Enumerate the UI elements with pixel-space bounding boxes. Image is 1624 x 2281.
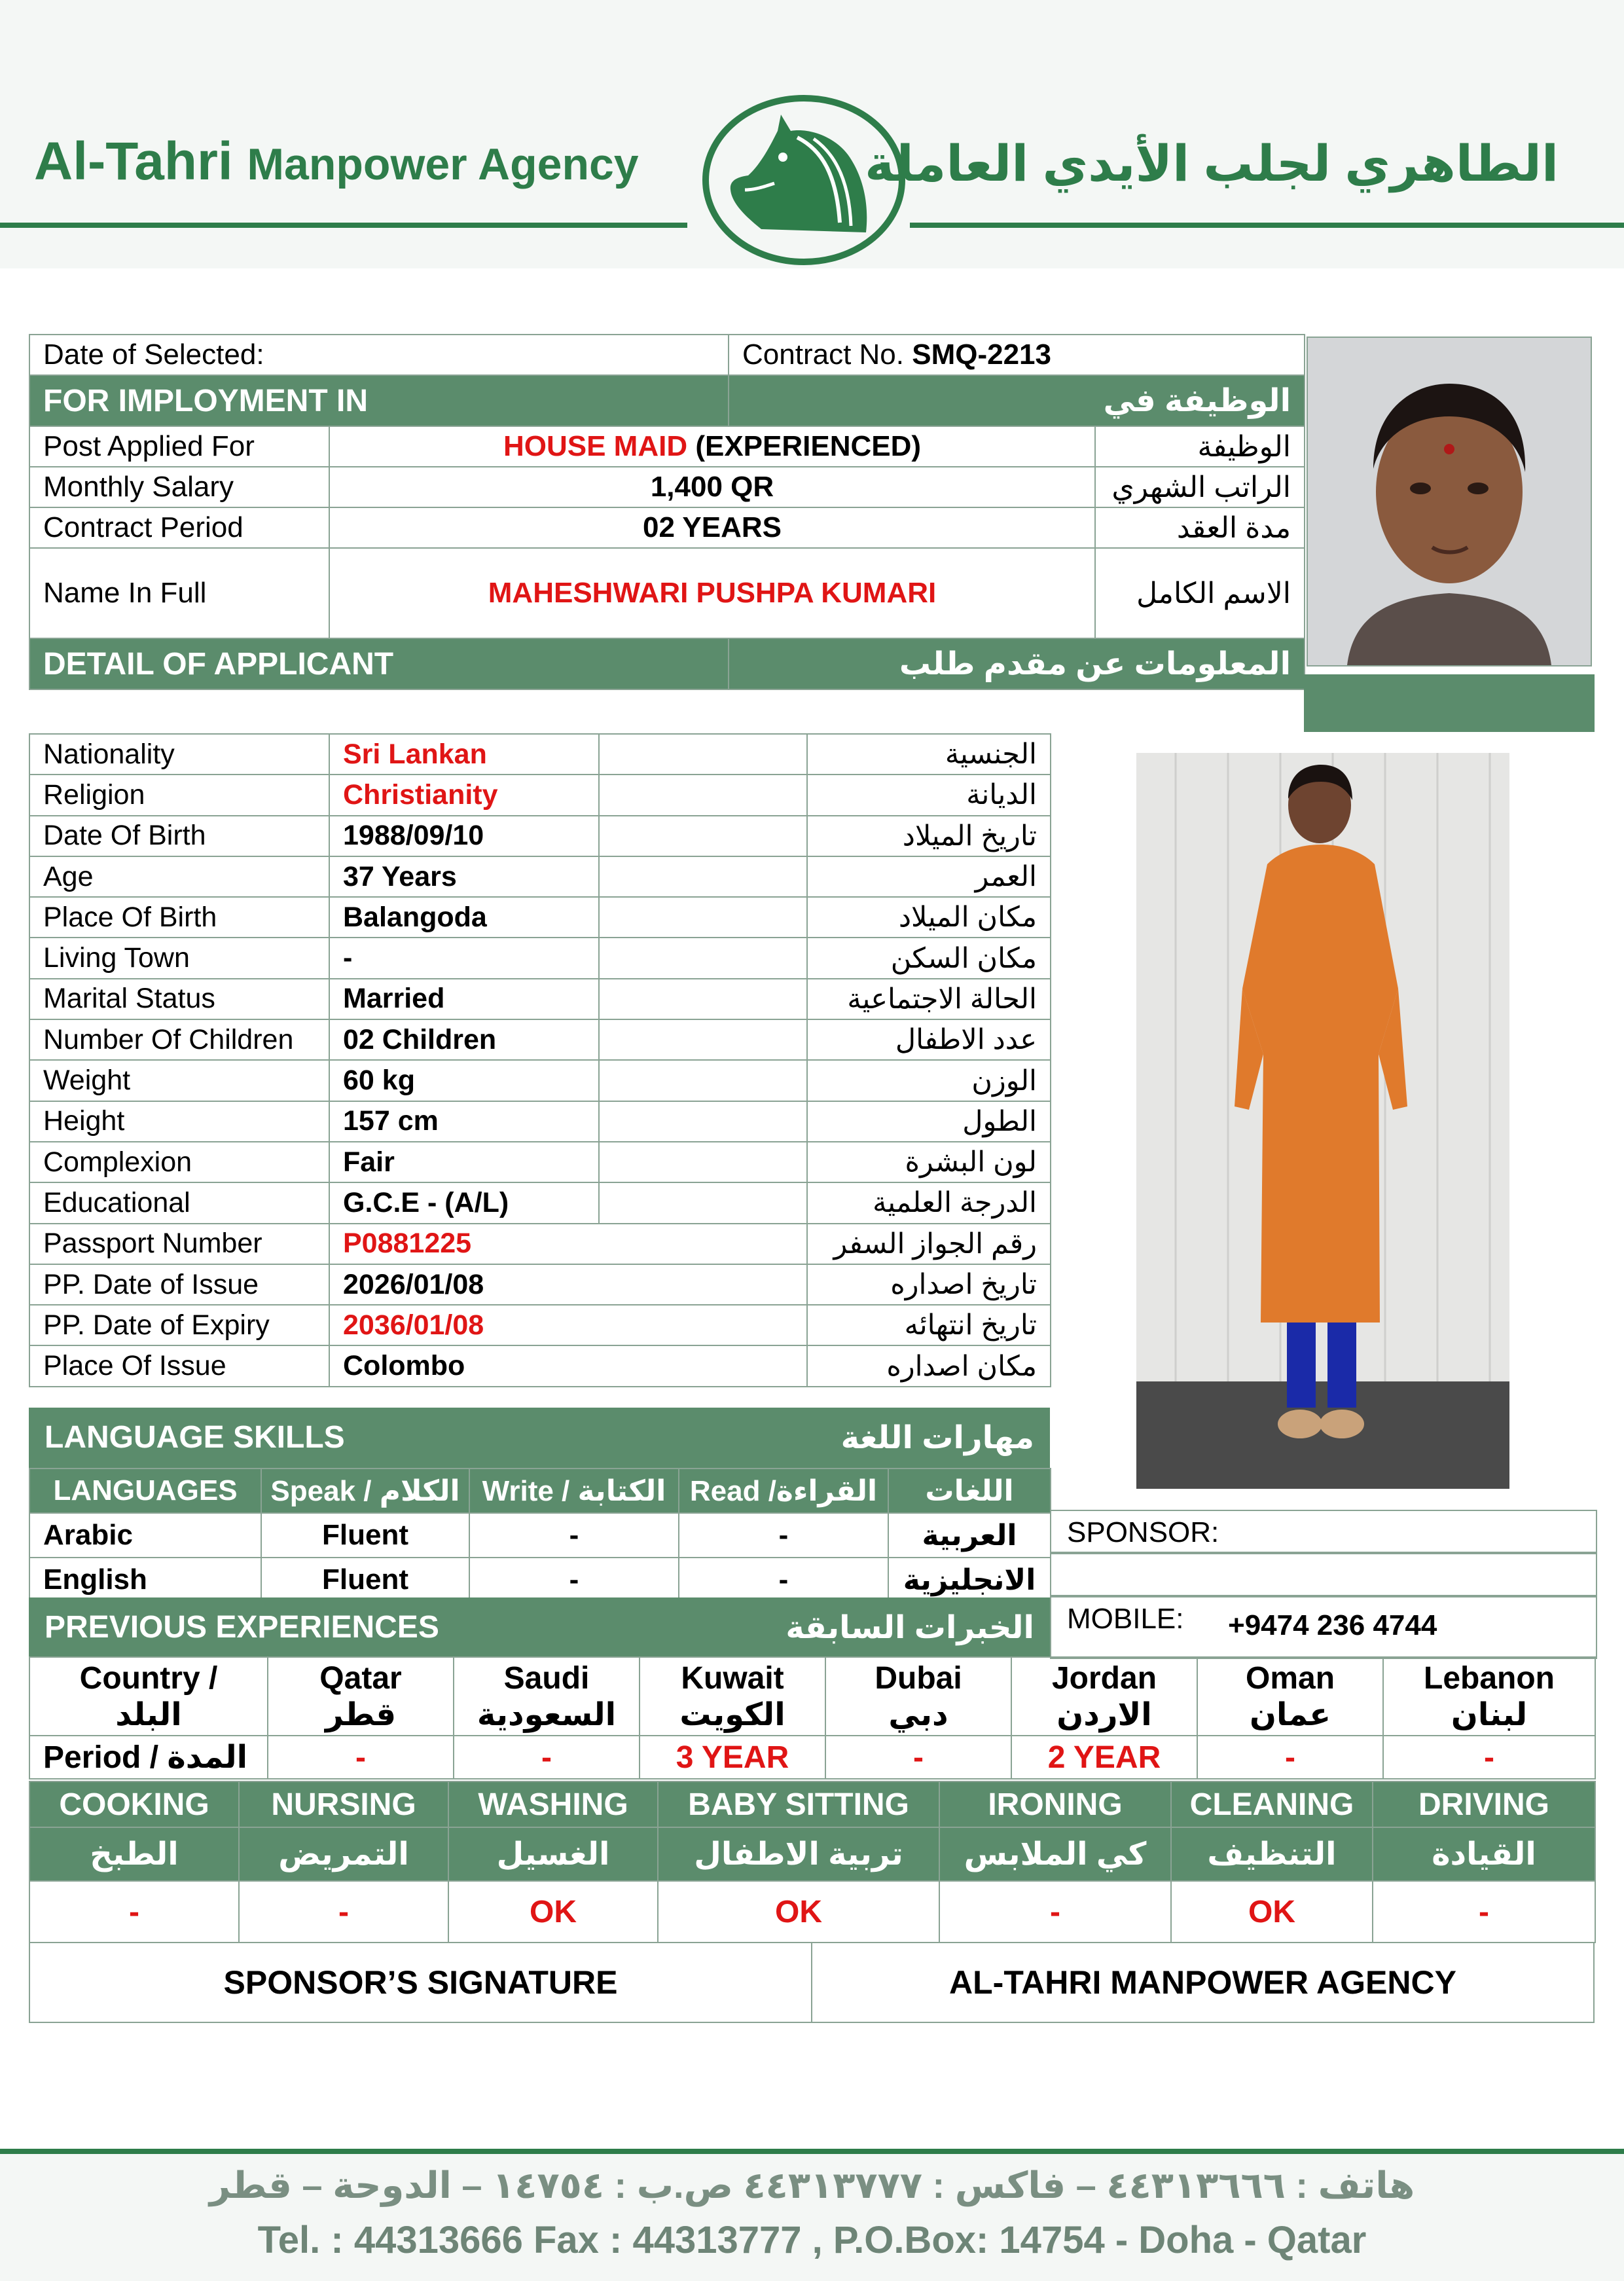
header-rule-right bbox=[910, 223, 1624, 228]
detail-row bbox=[29, 897, 1051, 938]
detail-label-ar: تاريخ الميلاد bbox=[807, 816, 1051, 856]
detail-label: Religion bbox=[29, 775, 329, 815]
lang-english-read: - bbox=[679, 1558, 888, 1602]
detail-value: 37 Years bbox=[329, 856, 599, 897]
detail-label-ar: تاريخ انتهائه bbox=[807, 1305, 1051, 1345]
detail-row bbox=[29, 1019, 1051, 1060]
detail-label-ar: الديانة bbox=[807, 775, 1051, 815]
skill-nursing-label-ar: التمريض bbox=[239, 1827, 448, 1881]
experience-header bbox=[29, 1597, 1050, 1656]
detail-label: Weight bbox=[29, 1060, 329, 1101]
detail-value: 02 Children bbox=[329, 1019, 599, 1060]
detail-label-ar: تاريخ اصداره bbox=[807, 1264, 1051, 1305]
lang-arabic: Arabic bbox=[29, 1513, 261, 1558]
footer-rule bbox=[0, 2149, 1624, 2154]
period-oman: - bbox=[1197, 1736, 1383, 1779]
detail-row bbox=[29, 816, 1051, 856]
detail-label-ar: العمر bbox=[807, 856, 1051, 897]
name-label-ar: الاسم الكامل bbox=[1095, 548, 1305, 638]
detail-value: Colombo bbox=[329, 1345, 807, 1386]
detail-blank bbox=[599, 856, 807, 897]
period-label: Contract Period bbox=[29, 507, 329, 548]
lang-col-languages: LANGUAGES bbox=[29, 1469, 261, 1513]
date-selected-cell: Date of Selected: bbox=[29, 335, 729, 375]
period-dubai: - bbox=[825, 1736, 1011, 1779]
detail-blank bbox=[599, 1060, 807, 1101]
skill-driving-label: DRIVING bbox=[1373, 1781, 1595, 1827]
detail-label-ar: لون البشرة bbox=[807, 1142, 1051, 1182]
skill-cooking-label: COOKING bbox=[29, 1781, 239, 1827]
lang-english: English bbox=[29, 1558, 261, 1602]
detail-label: Educational bbox=[29, 1182, 329, 1223]
detail-value: G.C.E - (A/L) bbox=[329, 1182, 599, 1223]
mobile-box bbox=[1050, 1595, 1597, 1659]
skill-ironing-label-ar: كي الملابس bbox=[939, 1827, 1171, 1881]
employment-header-en: FOR IMPLOYMENT IN bbox=[29, 375, 729, 426]
detail-blank bbox=[599, 775, 807, 815]
detail-blank bbox=[599, 897, 807, 938]
skill-baby-sitting-label-ar: تربية الاطفال bbox=[658, 1827, 939, 1881]
skill-cooking-label-ar: الطبخ bbox=[29, 1827, 239, 1881]
detail-label-ar: مكان الميلاد bbox=[807, 897, 1051, 938]
detail-label: Living Town bbox=[29, 938, 329, 978]
lang-col-speak: Speak / الكلام bbox=[261, 1469, 469, 1513]
detail-row bbox=[29, 1101, 1051, 1142]
detail-label: Place Of Issue bbox=[29, 1345, 329, 1386]
detail-blank bbox=[599, 816, 807, 856]
detail-value: 1988/09/10 bbox=[329, 816, 599, 856]
skill-ironing-label: IRONING bbox=[939, 1781, 1171, 1827]
mobile-label: MOBILE: bbox=[1067, 1603, 1184, 1635]
detail-row bbox=[29, 979, 1051, 1019]
detail-row bbox=[29, 1305, 1051, 1345]
contract-no-cell: Contract No. SMQ-2213 bbox=[729, 335, 1305, 375]
language-header-ar: مهارات اللغة bbox=[840, 1421, 1034, 1455]
sponsor-label: SPONSOR: bbox=[1067, 1516, 1219, 1548]
brand-name-en: Al-Tahri Manpower Agency bbox=[34, 132, 639, 191]
skill-driving-label-ar: القيادة bbox=[1373, 1827, 1595, 1881]
detail-label-ar: الحالة الاجتماعية bbox=[807, 979, 1051, 1019]
period-kuwait: 3 YEAR bbox=[640, 1736, 825, 1779]
language-header bbox=[29, 1408, 1050, 1468]
period-saudi: - bbox=[454, 1736, 640, 1779]
detail-value: Fair bbox=[329, 1142, 599, 1182]
contract-no-value: SMQ-2213 bbox=[912, 338, 1051, 371]
language-table bbox=[29, 1468, 1051, 1603]
country-kuwait: Kuwait الكويت bbox=[640, 1657, 825, 1736]
lang-col-write: Write / الكتابة bbox=[469, 1469, 679, 1513]
horse-head-icon bbox=[699, 92, 909, 268]
skill-washing-value: OK bbox=[448, 1881, 658, 1943]
footer-contact-en: Tel. : 44313666 Fax : 44313777 , P.O.Box: 14754 - Doha - Qatar bbox=[257, 2219, 1367, 2261]
detail-label: Date Of Birth bbox=[29, 816, 329, 856]
salary-label-ar: الراتب الشهري bbox=[1095, 467, 1305, 507]
lang-arabic-write: - bbox=[469, 1513, 679, 1558]
country-lebanon: Lebanon لبنان bbox=[1383, 1657, 1595, 1736]
skill-driving-value: - bbox=[1373, 1881, 1595, 1943]
sponsor-signature: SPONSOR’S SIGNATURE bbox=[29, 1943, 812, 2022]
mobile-value: +9474 236 4744 bbox=[1228, 1609, 1437, 1641]
detail-label-ar: الطول bbox=[807, 1101, 1051, 1142]
detail-row bbox=[29, 734, 1051, 775]
period-lebanon: - bbox=[1383, 1736, 1595, 1779]
country-qatar: Qatar قطر bbox=[268, 1657, 454, 1736]
detail-label: PP. Date of Issue bbox=[29, 1264, 329, 1305]
agency-signature: AL-TAHRI MANPOWER AGENCY bbox=[812, 1943, 1594, 2022]
detail-blank bbox=[599, 1019, 807, 1060]
skill-baby-sitting-value: OK bbox=[658, 1881, 939, 1943]
lang-col-read: Read /القراءة bbox=[679, 1469, 888, 1513]
employment-header-ar: الوظيفة في bbox=[729, 375, 1305, 426]
post-label-ar: الوظيفة bbox=[1095, 426, 1305, 467]
detail-blank bbox=[599, 1182, 807, 1223]
experience-header-en: PREVIOUS EXPERIENCES bbox=[45, 1610, 439, 1645]
detail-label: Marital Status bbox=[29, 979, 329, 1019]
detail-value: 2026/01/08 bbox=[329, 1264, 807, 1305]
brand-name-ar: الطاهري لجلب الأيدي العاملة bbox=[865, 136, 1559, 192]
name-value: MAHESHWARI PUSHPA KUMARI bbox=[329, 548, 1095, 638]
detail-value: P0881225 bbox=[329, 1224, 807, 1264]
detail-blank bbox=[599, 979, 807, 1019]
detail-blank bbox=[599, 1142, 807, 1182]
period-label-ar: مدة العقد bbox=[1095, 507, 1305, 548]
detail-label-ar: الوزن bbox=[807, 1060, 1051, 1101]
experience-table bbox=[29, 1656, 1596, 1779]
period-value: 02 YEARS bbox=[329, 507, 1095, 548]
footer-contact-ar: هاتف : ٤٤٣١٣٦٦٦ – فاكس : ٤٤٣١٣٧٧٧ ص.ب : ١٤٧٥٤ – الدوحة – قطر bbox=[209, 2164, 1415, 2206]
lang-english-ar: الانجليزية bbox=[888, 1558, 1051, 1602]
country-saudi: Saudi السعودية bbox=[454, 1657, 640, 1736]
skill-cleaning-label: CLEANING bbox=[1171, 1781, 1373, 1827]
country-label-cell: Country / البلد bbox=[29, 1657, 268, 1736]
full-body-photo bbox=[1136, 753, 1509, 1489]
detail-blank bbox=[599, 1101, 807, 1142]
skills-table bbox=[29, 1781, 1596, 1943]
detail-row bbox=[29, 1142, 1051, 1182]
lang-arabic-speak: Fluent bbox=[261, 1513, 469, 1558]
detail-label-ar: رقم الجواز السفر bbox=[807, 1224, 1051, 1264]
lang-arabic-ar: العربية bbox=[888, 1513, 1051, 1558]
detail-row bbox=[29, 1182, 1051, 1223]
sponsor-blank-box bbox=[1050, 1552, 1597, 1597]
detail-value: Christianity bbox=[329, 775, 599, 815]
detail-label-ar: عدد الاطفال bbox=[807, 1019, 1051, 1060]
period-jordan: 2 YEAR bbox=[1011, 1736, 1197, 1779]
lang-arabic-read: - bbox=[679, 1513, 888, 1558]
skill-cleaning-label-ar: التنظيف bbox=[1171, 1827, 1373, 1881]
detail-label: PP. Date of Expiry bbox=[29, 1305, 329, 1345]
detail-blank bbox=[599, 734, 807, 775]
detail-row bbox=[29, 1224, 1051, 1264]
detail-label: Passport Number bbox=[29, 1224, 329, 1264]
detail-value: 60 kg bbox=[329, 1060, 599, 1101]
post-value: HOUSE MAID (EXPERIENCED) bbox=[329, 426, 1095, 467]
detail-label: Place Of Birth bbox=[29, 897, 329, 938]
language-header-en: LANGUAGE SKILLS bbox=[45, 1420, 345, 1455]
applicant-header-extension bbox=[1304, 674, 1595, 732]
applicant-header-en: DETAIL OF APPLICANT bbox=[29, 638, 729, 689]
period-qatar: - bbox=[268, 1736, 454, 1779]
skill-baby-sitting-label: BABY SITTING bbox=[658, 1781, 939, 1827]
detail-value: 157 cm bbox=[329, 1101, 599, 1142]
sponsor-box bbox=[1050, 1510, 1597, 1554]
skill-nursing-value: - bbox=[239, 1881, 448, 1943]
lang-english-speak: Fluent bbox=[261, 1558, 469, 1602]
detail-label: Nationality bbox=[29, 734, 329, 775]
skill-cooking-value: - bbox=[29, 1881, 239, 1943]
country-jordan: Jordan الاردن bbox=[1011, 1657, 1197, 1736]
detail-blank bbox=[599, 938, 807, 978]
detail-row bbox=[29, 938, 1051, 978]
detail-label-ar: مكان اصداره bbox=[807, 1345, 1051, 1386]
detail-row bbox=[29, 775, 1051, 815]
post-label: Post Applied For bbox=[29, 426, 329, 467]
detail-label: Number Of Children bbox=[29, 1019, 329, 1060]
detail-label: Age bbox=[29, 856, 329, 897]
detail-label: Complexion bbox=[29, 1142, 329, 1182]
salary-value: 1,400 QR bbox=[329, 467, 1095, 507]
skill-nursing-label: NURSING bbox=[239, 1781, 448, 1827]
country-oman: Oman عمان bbox=[1197, 1657, 1383, 1736]
detail-label-ar: الجنسية bbox=[807, 734, 1051, 775]
signature-table bbox=[29, 1942, 1595, 2023]
detail-row bbox=[29, 1264, 1051, 1305]
skill-cleaning-value: OK bbox=[1171, 1881, 1373, 1943]
country-dubai: Dubai دبي bbox=[825, 1657, 1011, 1736]
detail-value: - bbox=[329, 938, 599, 978]
skill-washing-label-ar: الغسيل bbox=[448, 1827, 658, 1881]
detail-row bbox=[29, 1345, 1051, 1386]
detail-label-ar: الدرجة العلمية bbox=[807, 1182, 1051, 1223]
name-label: Name In Full bbox=[29, 548, 329, 638]
detail-value: Married bbox=[329, 979, 599, 1019]
passport-photo bbox=[1307, 337, 1592, 666]
detail-label-ar: مكان السكن bbox=[807, 938, 1051, 978]
lang-col-ar: اللغات bbox=[888, 1469, 1051, 1513]
detail-label: Height bbox=[29, 1101, 329, 1142]
period-label-cell: Period / المدة bbox=[29, 1736, 268, 1779]
header-rule-left bbox=[0, 223, 687, 228]
applicant-header-ar: المعلومات عن مقدم طلب bbox=[729, 638, 1305, 689]
skill-washing-label: WASHING bbox=[448, 1781, 658, 1827]
skill-ironing-value: - bbox=[939, 1881, 1171, 1943]
employment-table bbox=[29, 334, 1305, 690]
detail-value: Balangoda bbox=[329, 897, 599, 938]
salary-label: Monthly Salary bbox=[29, 467, 329, 507]
detail-value: 2036/01/08 bbox=[329, 1305, 807, 1345]
lang-english-write: - bbox=[469, 1558, 679, 1602]
experience-header-ar: الخبرات السابقة bbox=[785, 1611, 1034, 1645]
detail-row bbox=[29, 856, 1051, 897]
detail-row bbox=[29, 1060, 1051, 1101]
applicant-detail-table bbox=[29, 733, 1051, 1387]
detail-value: Sri Lankan bbox=[329, 734, 599, 775]
